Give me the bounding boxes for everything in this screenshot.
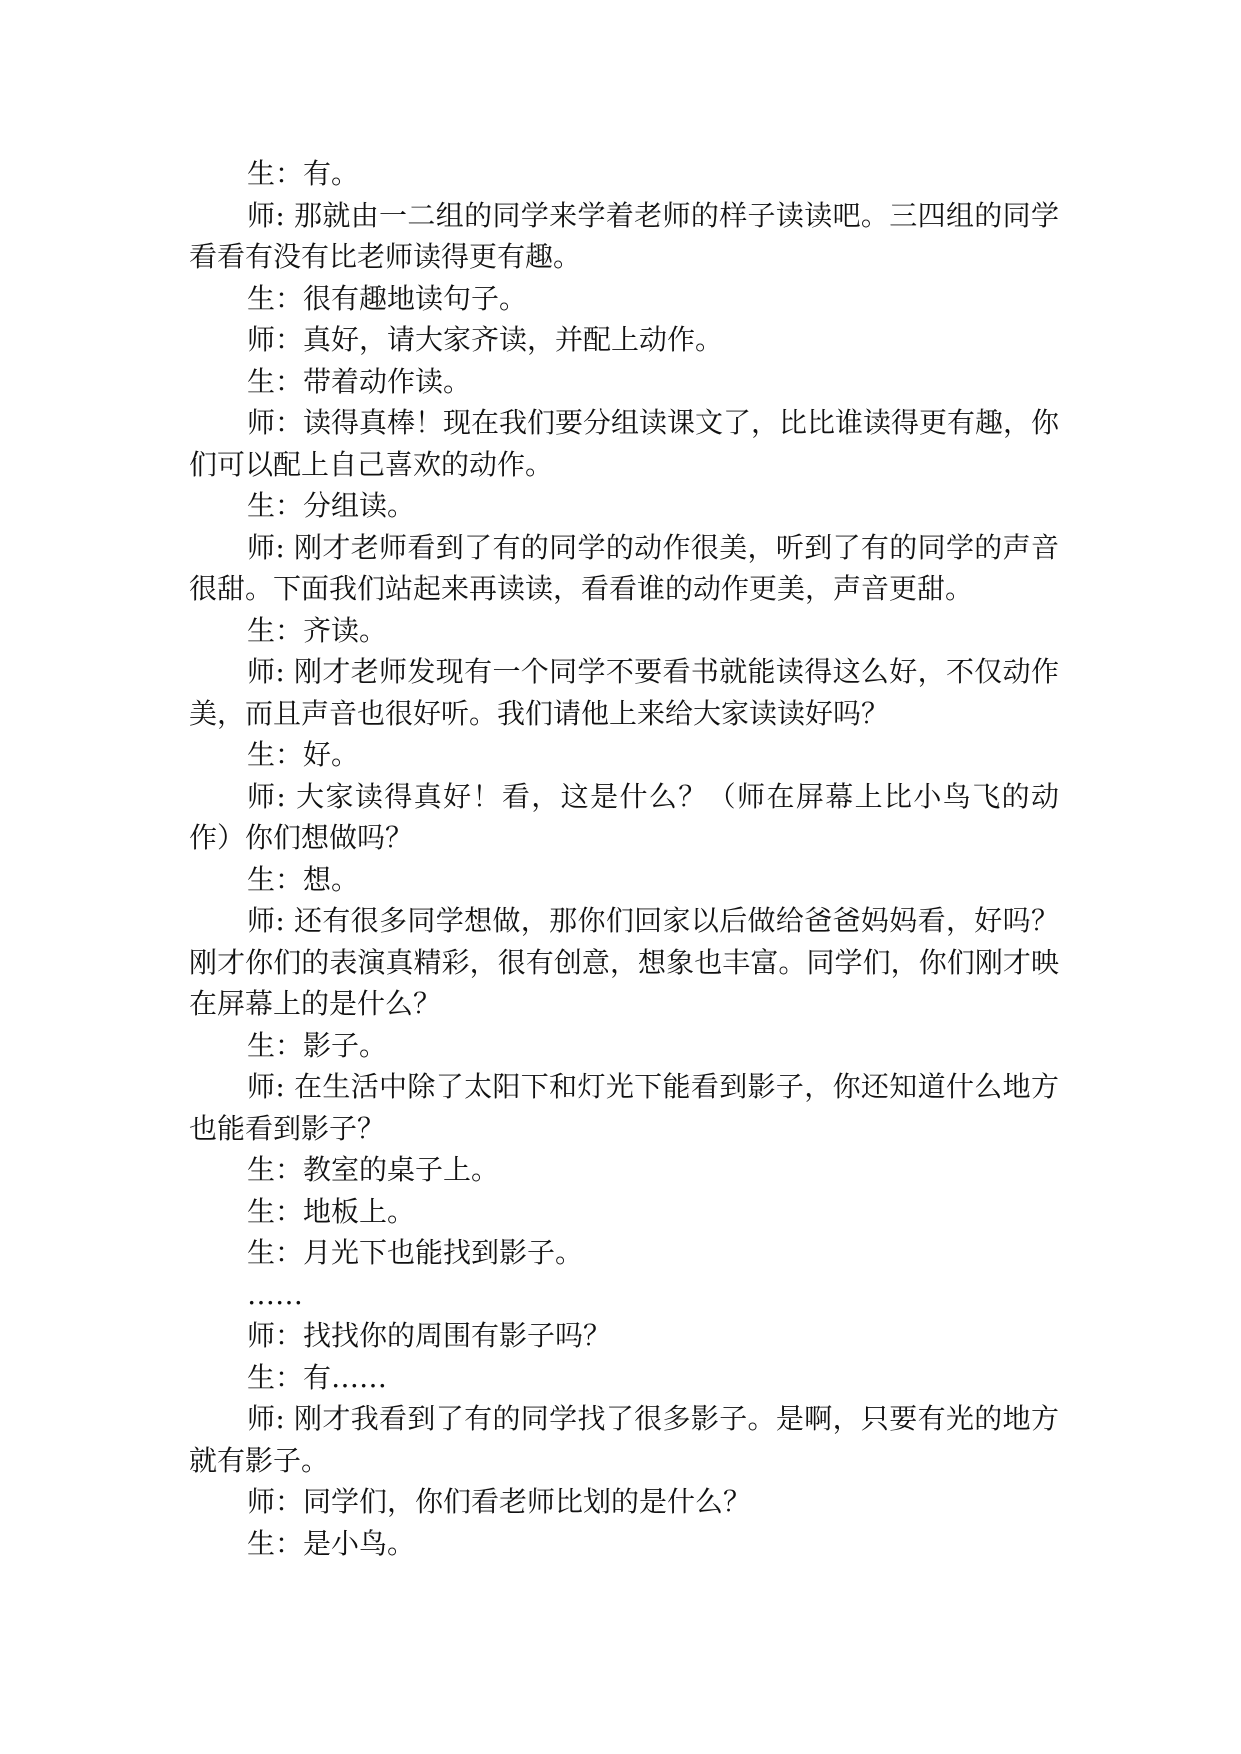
dialogue-line: 师: 刚才老师看到了有的同学的动作很美，听到了有的同学的声音很甜。下面我们站起来再读读，看看谁的动作更美，声音更甜。 xyxy=(189,530,1059,605)
dialogue-line: 生：分组读。 xyxy=(247,489,416,522)
dialogue-line: 师: 大家读得真好！看，这是什么？（师在屏幕上比小鸟飞的动作）你们想做吗？ xyxy=(189,779,1059,854)
dialogue-line: 生：是小鸟。 xyxy=(247,1526,416,1560)
dialogue-line: 生：想。 xyxy=(247,862,360,896)
dialogue-line: 生：月光下也能找到影子。 xyxy=(247,1236,584,1269)
dialogue-line: 生：齐读。 xyxy=(247,613,388,647)
dialogue-line: 生：很有趣地读句子。 xyxy=(247,281,528,315)
dialogue-line: 生：影子。 xyxy=(247,1028,388,1062)
document-page xyxy=(189,153,1059,1564)
dialogue-line: 师: 那就由一二组的同学来学着老师的样子读读吧。三四组的同学看看有没有比老师读得更有趣。 xyxy=(189,198,1059,273)
ellipsis-line: …… xyxy=(247,1277,303,1311)
dialogue-line: 师：找找你的周围有影子吗？ xyxy=(247,1319,612,1352)
dialogue-line: 师: 在生活中除了太阳下和灯光下能看到影子，你还知道什么地方也能看到影子？ xyxy=(189,1070,1059,1145)
dialogue-line: 师: 还有很多同学想做，那你们回家以后做给爸爸妈妈看，好吗？刚才你们的表演真精彩，很有创意，想象也丰富。同学们，你们刚才映在屏幕上的是什么？ xyxy=(189,904,1059,1020)
dialogue-line: 师：真好，请大家齐读，并配上动作。 xyxy=(247,323,724,356)
dialogue-line: 生：教室的桌子上。 xyxy=(247,1153,500,1186)
dialogue-line: 生：有。 xyxy=(247,157,360,190)
dialogue-line: 生：有…… xyxy=(247,1360,388,1394)
dialogue-line: 生：带着动作读。 xyxy=(247,364,472,398)
dialogue-line: 生：好。 xyxy=(247,738,360,771)
dialogue-line: 师：读得真棒！现在我们要分组读课文了，比比谁读得更有趣，你们可以配上自己喜欢的动作。 xyxy=(189,406,1060,481)
dialogue-line: 师: 刚才老师发现有一个同学不要看书就能读得这么好，不仅动作美，而且声音也很好听。我们请他上来给大家读读好吗？ xyxy=(189,655,1059,730)
dialogue-line: 师: 刚才我看到了有的同学找了很多影子。是啊，只要有光的地方就有影子。 xyxy=(189,1402,1059,1477)
dialogue-line: 师：同学们，你们看老师比划的是什么？ xyxy=(247,1485,752,1518)
dialogue-line: 生：地板上。 xyxy=(247,1194,416,1228)
